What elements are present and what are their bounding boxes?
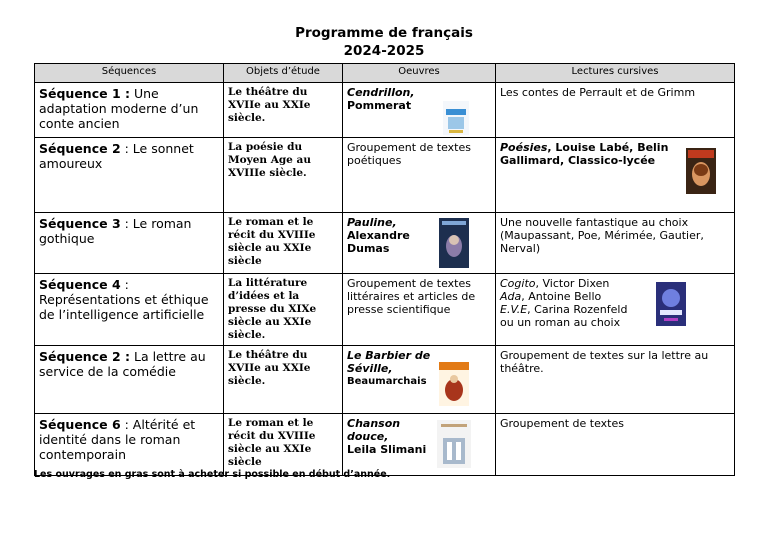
lecture-cell: Groupement de textes	[496, 414, 735, 476]
sequence-cell: Séquence 1 : Une adaptation moderne d’un conte ancien	[35, 83, 224, 138]
document-title: Programme de français	[295, 25, 473, 41]
sequence-cell: Séquence 4 : Représentations et éthique de l’intelligence artificielle	[35, 274, 224, 346]
oeuvre-cell: Groupement de textes littéraires et articles de presse scientifique	[343, 274, 496, 346]
book-cover-chanson-douce-image	[437, 420, 471, 468]
table-row	[35, 274, 735, 346]
lecture-cell: Groupement de textes sur la lettre au théâtre.	[496, 346, 735, 414]
sequence-cell: Séquence 2 : Le sonnet amoureux	[35, 138, 224, 213]
header-lectures: Lectures cursives	[496, 64, 735, 83]
book-cover-eve-image	[656, 282, 686, 326]
oeuvre-cell: Groupement de textes poétiques	[343, 138, 496, 213]
book-cover-poesies-image	[686, 148, 716, 194]
oeuvre-cell: Pauline, Alexandre Dumas	[343, 213, 496, 274]
objet-cell: Le théâtre du XVIIe au XXIe siècle.	[224, 346, 343, 414]
oeuvre-cell: Le Barbier de Séville, Beaumarchais	[343, 346, 496, 414]
table-row	[35, 414, 735, 476]
lecture-cell: Poésies, Louise Labé, Belin Gallimard, Classico-lycée	[496, 138, 735, 213]
header-oeuvres: Oeuvres	[343, 64, 496, 83]
table-row	[35, 83, 735, 138]
table-row	[35, 346, 735, 414]
objet-cell: La poésie du Moyen Age au XVIIIe siècle.	[224, 138, 343, 213]
book-cover-pauline-image	[439, 218, 469, 268]
oeuvre-cell: Cendrillon, Pommerat	[343, 83, 496, 138]
document-year: 2024-2025	[343, 43, 425, 59]
oeuvre-cell: Chanson douce, Leila Slimani	[343, 414, 496, 476]
book-cover-barbier-image	[439, 362, 469, 406]
objet-cell: Le roman et le récit du XVIIIe siècle au XXIe siècle	[224, 213, 343, 274]
table-header-row	[35, 64, 735, 83]
lecture-cell: Une nouvelle fantastique au choix (Maupassant, Poe, Mérimée, Gautier, Nerval)	[496, 213, 735, 274]
objet-cell: Le roman et le récit du XVIIIe siècle au XXIe siècle	[224, 414, 343, 476]
header-objets: Objets d’étude	[224, 64, 343, 83]
sequence-cell: Séquence 2 : La lettre au service de la comédie	[35, 346, 224, 414]
sequence-cell: Séquence 6 : Altérité et identité dans le roman contemporain	[35, 414, 224, 476]
header-sequences: Séquences	[35, 64, 224, 83]
objet-cell: Le théâtre du XVIIe au XXIe siècle.	[224, 83, 343, 138]
book-cover-cendrillon-image	[443, 101, 469, 135]
sequence-cell: Séquence 3 : Le roman gothique	[35, 213, 224, 274]
lecture-cell: Cogito, Victor Dixen Ada, Antoine Bello E.V.E, Carina Rozenfeld ou un roman au choix	[496, 274, 735, 346]
table-row	[35, 213, 735, 274]
footer-note: Les ouvrages en gras sont à acheter si possible en début d’année.	[34, 469, 391, 480]
objet-cell: La littérature d’idées et la presse du XIXe siècle au XXIe siècle.	[224, 274, 343, 346]
program-table	[34, 63, 735, 476]
table-row	[35, 138, 735, 213]
lecture-cell: Les contes de Perrault et de Grimm	[496, 83, 735, 138]
